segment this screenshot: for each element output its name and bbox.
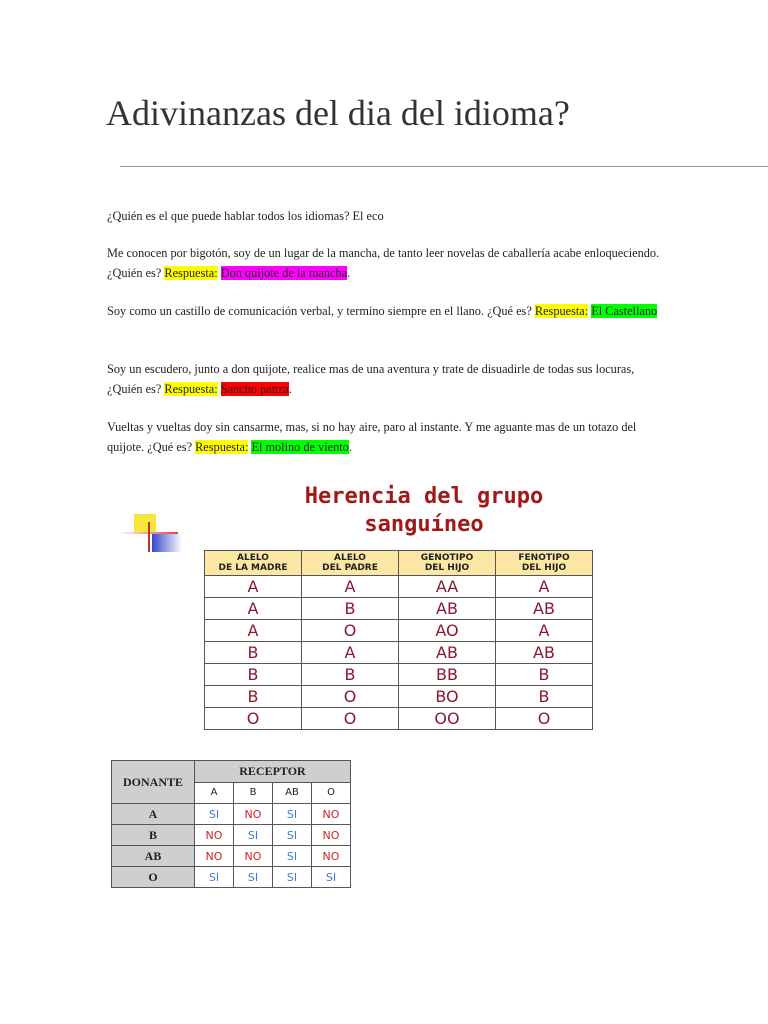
table-cell: A bbox=[205, 620, 302, 642]
title-divider bbox=[120, 166, 768, 167]
table-cell: O bbox=[302, 686, 399, 708]
page-title: Adivinanzas del dia del idioma? bbox=[106, 93, 570, 133]
table-cell: B bbox=[205, 642, 302, 664]
header-fenotipo: FENOTIPO DEL HIJO bbox=[496, 551, 593, 576]
compatibility-cell: NO bbox=[195, 846, 234, 867]
riddle-tail: . bbox=[347, 265, 351, 280]
table-cell: AB bbox=[399, 598, 496, 620]
compatibility-cell: SI bbox=[195, 867, 234, 888]
table-cell: AB bbox=[399, 642, 496, 664]
table-row bbox=[205, 708, 593, 730]
riddle-text: Me conocen por bigotón, soy de un lugar de la mancha, de tanto leer novelas de caballería acabe enloqueciendo. ¿Quién es? bbox=[107, 246, 660, 280]
table-row bbox=[112, 846, 351, 867]
riddle-text: Soy como un castillo de comunicación verbal, y termino siempre en el llano. ¿Qué es? bbox=[107, 304, 535, 318]
table-cell: B bbox=[496, 686, 593, 708]
header-alelo-madre: ALELO DE LA MADRE bbox=[205, 551, 302, 576]
riddle-4 bbox=[107, 360, 667, 399]
table-row bbox=[205, 642, 593, 664]
riddle-tail: . bbox=[288, 381, 292, 396]
compatibility-cell: SI bbox=[234, 867, 273, 888]
answer-label: Respuesta: bbox=[534, 304, 589, 318]
compatibility-cell: SI bbox=[273, 804, 312, 825]
inheritance-table bbox=[204, 550, 593, 730]
riddle-2 bbox=[107, 244, 667, 283]
compatibility-cell: SI bbox=[273, 846, 312, 867]
compatibility-cell: NO bbox=[312, 804, 351, 825]
compatibility-cell: SI bbox=[273, 867, 312, 888]
answer-highlight: Don quijote de la mancha bbox=[220, 265, 348, 280]
compatibility-cell: NO bbox=[312, 846, 351, 867]
table-cell: O bbox=[205, 708, 302, 730]
receptor-a: A bbox=[195, 782, 234, 804]
table-cell: AA bbox=[399, 576, 496, 598]
table-row bbox=[205, 620, 593, 642]
table-cell: B bbox=[302, 598, 399, 620]
table-cell: BO bbox=[399, 686, 496, 708]
receptor-o: O bbox=[312, 782, 351, 804]
decorative-squares-icon bbox=[118, 512, 184, 554]
answer-label: Respuesta: bbox=[195, 439, 249, 454]
table-row bbox=[112, 867, 351, 888]
donor-a: A bbox=[112, 804, 195, 825]
table-cell: O bbox=[302, 620, 399, 642]
compatibility-cell: SI bbox=[273, 825, 312, 846]
riddle-text: Vueltas y vueltas doy sin cansarme, mas, si no hay aire, paro al instante. Y me aguante mas de un totazo del quijote. ¿Qué es? bbox=[107, 420, 637, 454]
riddle-text: ¿Quién es el que puede hablar todos los idiomas? El eco bbox=[107, 209, 384, 223]
receptor-b: B bbox=[234, 782, 273, 804]
donor-receptor-table bbox=[111, 760, 351, 888]
table-row bbox=[205, 686, 593, 708]
table-cell: B bbox=[205, 686, 302, 708]
table-cell: A bbox=[205, 598, 302, 620]
table-row bbox=[205, 664, 593, 686]
riddle-5 bbox=[107, 418, 667, 457]
table-cell: A bbox=[302, 576, 399, 598]
table-cell: AB bbox=[496, 642, 593, 664]
table-cell: B bbox=[496, 664, 593, 686]
header-alelo-padre: ALELO DEL PADRE bbox=[302, 551, 399, 576]
figure-title-line1: Herencia del grupo bbox=[304, 484, 544, 509]
compatibility-cell: NO bbox=[312, 825, 351, 846]
table-cell: AO bbox=[399, 620, 496, 642]
donor-o: O bbox=[112, 867, 195, 888]
table-cell: O bbox=[302, 708, 399, 730]
compatibility-cell: NO bbox=[234, 846, 273, 867]
header-genotipo: GENOTIPO DEL HIJO bbox=[399, 551, 496, 576]
table-cell: B bbox=[302, 664, 399, 686]
donor-ab: AB bbox=[112, 846, 195, 867]
riddle-1 bbox=[107, 207, 667, 227]
receptor-header: RECEPTOR bbox=[195, 761, 351, 783]
receptor-ab: AB bbox=[273, 782, 312, 804]
compatibility-cell: SI bbox=[312, 867, 351, 888]
table-cell: AB bbox=[496, 598, 593, 620]
riddle-tail: . bbox=[348, 439, 352, 454]
table-row bbox=[112, 804, 351, 825]
table-cell: A bbox=[302, 642, 399, 664]
blood-inheritance-figure bbox=[104, 476, 656, 742]
compatibility-cell: SI bbox=[234, 825, 273, 846]
answer-label: Respuesta: bbox=[164, 265, 218, 280]
riddle-text: Soy un escudero, junto a don quijote, realice mas de una aventura y trate de disuadirle de todas sus locuras, ¿Quién es? bbox=[107, 362, 635, 396]
compatibility-cell: NO bbox=[234, 804, 273, 825]
table-cell: A bbox=[496, 576, 593, 598]
riddle-3 bbox=[107, 302, 667, 322]
answer-highlight: El molino de viento bbox=[251, 439, 349, 454]
answer-highlight: El Castellano bbox=[591, 304, 658, 318]
table-cell: O bbox=[496, 708, 593, 730]
answer-label: Respuesta: bbox=[164, 381, 218, 396]
answer-highlight: Sancho panza bbox=[220, 381, 289, 396]
table-cell: OO bbox=[399, 708, 496, 730]
table-row bbox=[205, 598, 593, 620]
compatibility-cell: NO bbox=[195, 825, 234, 846]
table-row bbox=[205, 576, 593, 598]
donor-header: DONANTE bbox=[112, 761, 195, 804]
table-row bbox=[112, 825, 351, 846]
compatibility-cell: SI bbox=[195, 804, 234, 825]
table-cell: A bbox=[496, 620, 593, 642]
table-cell: A bbox=[205, 576, 302, 598]
table-cell: BB bbox=[399, 664, 496, 686]
donor-b: B bbox=[112, 825, 195, 846]
figure-title-line2: sanguíneo bbox=[364, 512, 484, 537]
table-cell: B bbox=[205, 664, 302, 686]
